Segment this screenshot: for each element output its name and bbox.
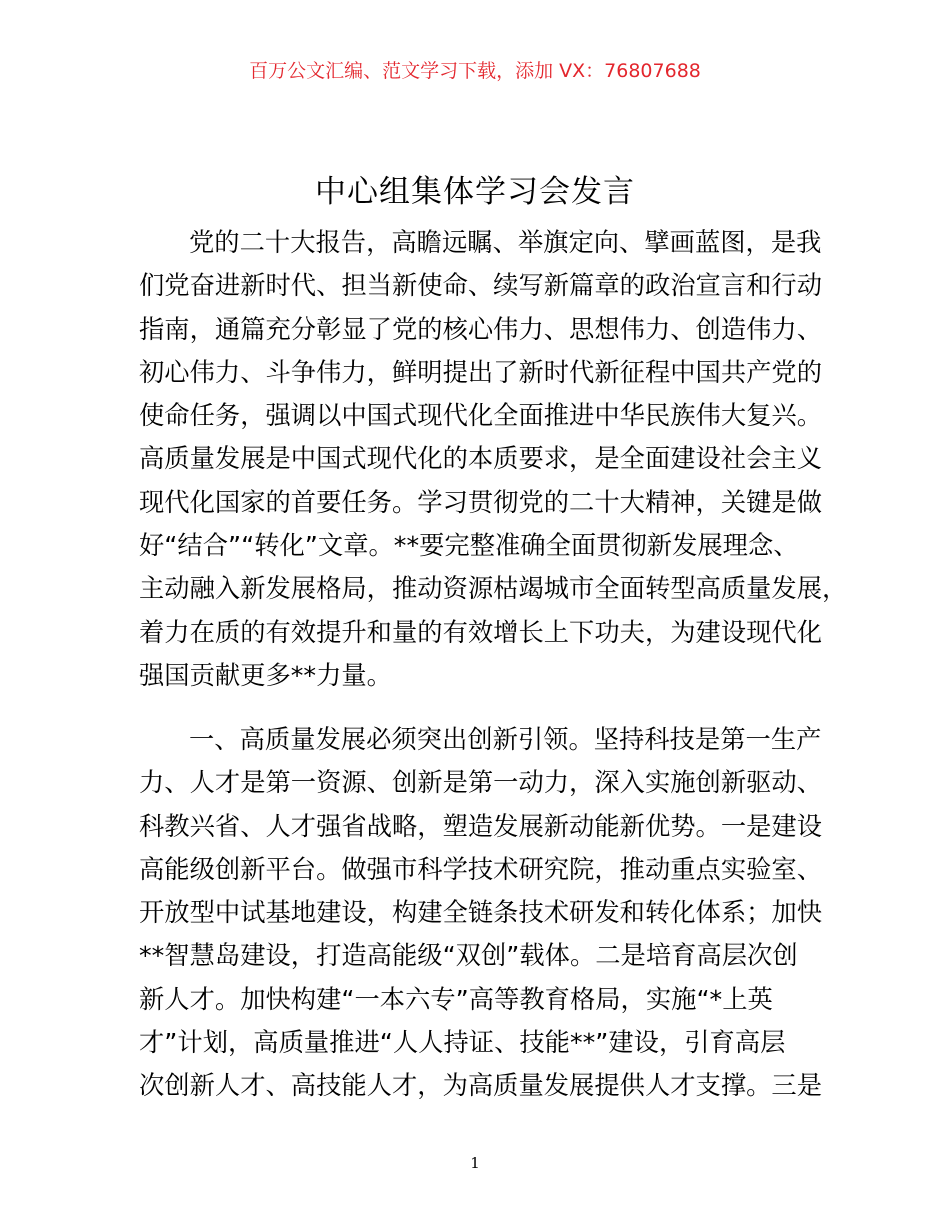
text-line: 次创新人才、高技能人才，为高质量发展提供人才支撑。三是 <box>139 1071 823 1101</box>
text-line: 们党奋进新时代、担当新使命、续写新篇章的政治宣言和行动 <box>139 271 823 301</box>
text-line: 一、高质量发展必须突出创新引领。坚持科技是第一生产 <box>189 725 822 754</box>
text-line: 着力在质的有效提升和量的有效增长上下功夫，为建设现代化 <box>139 617 823 647</box>
text-line: 才”计划，高质量推进“人人持证、技能**”建设，引育高层 <box>139 1028 786 1058</box>
text-line: 新人才。加快构建“一本六专”高等教育格局，实施“*上英 <box>139 984 773 1014</box>
watermark-banner: 百万公文汇编、范文学习下载，添加 VX：76807688 <box>249 60 701 82</box>
text-line: 力、人才是第一资源、创新是第一动力，深入实施创新驱动、 <box>139 768 823 798</box>
paragraph-section-1 <box>139 718 839 1108</box>
text-line: 高能级创新平台。做强市科学技术研究院，推动重点实验室、 <box>139 854 823 884</box>
text-line: 现代化国家的首要任务。学习贯彻党的二十大精神，关键是做 <box>139 487 823 517</box>
text-line: 党的二十大报告，高瞻远瞩、举旗定向、擘画蓝图，是我 <box>189 228 822 257</box>
text-line: 好“结合”“转化”文章。**要完整准确全面贯彻新发展理念、 <box>139 531 799 561</box>
page-number: 1 <box>470 1154 480 1172</box>
text-line: 强国贡献更多**力量。 <box>139 660 392 690</box>
text-line: 主动融入新发展格局，推动资源枯竭城市全面转型高质量发展， <box>139 574 848 604</box>
document-title: 中心组集体学习会发言 <box>315 174 635 210</box>
text-line: 高质量发展是中国式现代化的本质要求，是全面建设社会主义 <box>139 444 823 474</box>
text-line: 科教兴省、人才强省战略，塑造发展新动能新优势。一是建设 <box>139 811 823 841</box>
text-line: **智慧岛建设，打造高能级“双创”载体。二是培育高层次创 <box>139 941 798 971</box>
text-line: 开放型中试基地建设，构建全链条技术研发和转化体系；加快 <box>139 898 823 928</box>
text-line: 初心伟力、斗争伟力，鲜明提出了新时代新征程中国共产党的 <box>139 357 823 387</box>
text-line: 指南，通篇充分彰显了党的核心伟力、思想伟力、创造伟力、 <box>139 314 823 344</box>
text-line: 使命任务，强调以中国式现代化全面推进中华民族伟大复兴。 <box>139 401 823 431</box>
paragraph-intro <box>139 221 848 697</box>
